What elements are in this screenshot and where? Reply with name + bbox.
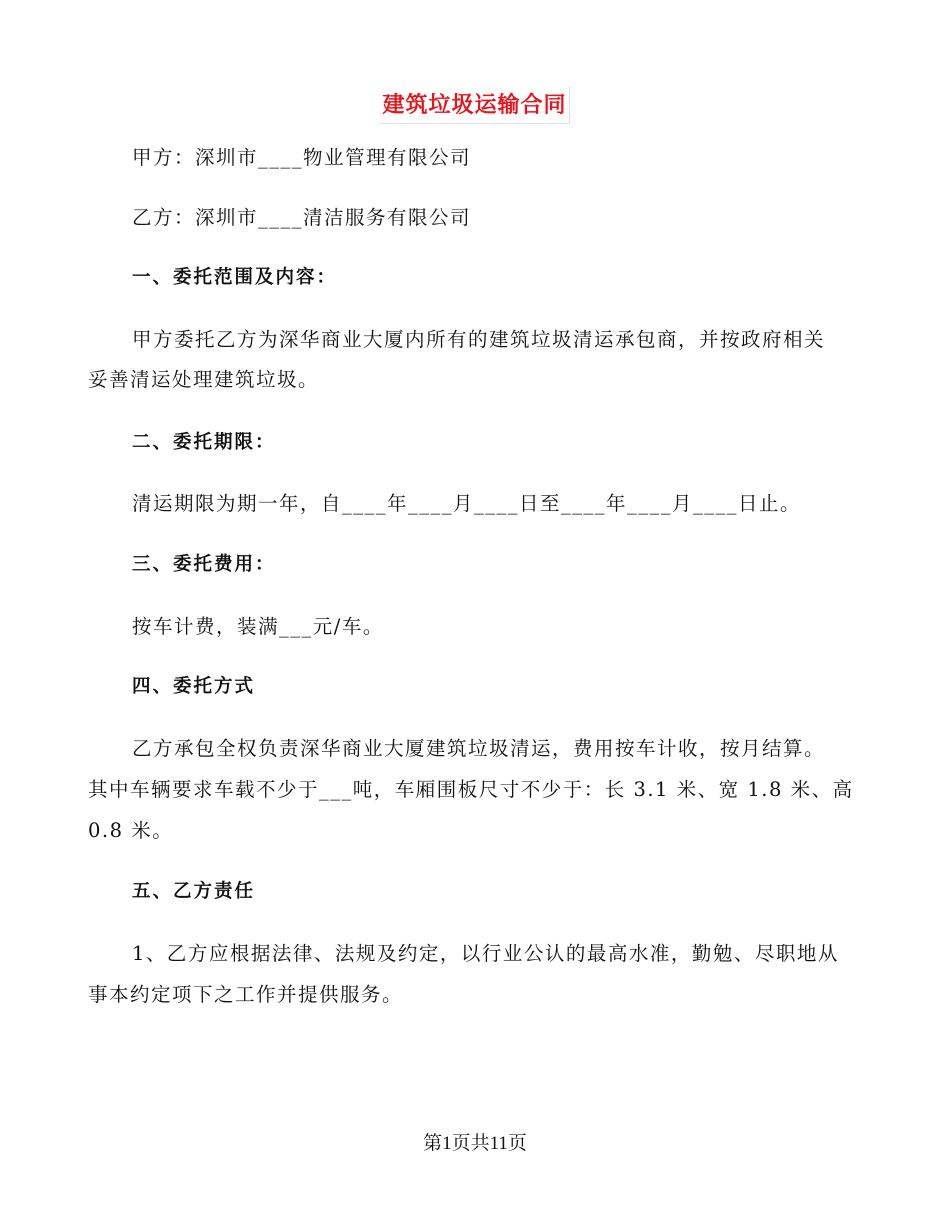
section-3-line-1: 按车计费，装满___元/车。 <box>132 615 384 638</box>
section-1-line-1: 甲方委托乙方为深华商业大厦内所有的建筑垃圾清运承包商，并按政府相关 <box>132 328 826 351</box>
section-4-heading: 四、委托方式 <box>132 676 256 697</box>
section-1-heading: 一、委托范围及内容： <box>132 267 338 288</box>
section-4-line-2: 其中车辆要求车载不少于___吨，车厢围板尺寸不少于：长 3.1 米、宽 1.8 米、高 <box>88 778 854 801</box>
section-1-line-2: 妥善清运处理建筑垃圾。 <box>88 368 320 391</box>
document-title: 建筑垃圾运输合同 <box>380 86 569 124</box>
document-title-wrap <box>0 86 950 124</box>
section-5-line-1: 1、乙方应根据法律、法规及约定，以行业公认的最高水准，勤勉、尽职地从 <box>132 942 839 965</box>
section-3-heading: 三、委托费用： <box>132 554 276 575</box>
party-b-line: 乙方：深圳市____清洁服务有限公司 <box>132 206 472 229</box>
page-footer: 第1页共11页 <box>423 1133 527 1154</box>
section-2-heading: 二、委托期限： <box>132 432 276 453</box>
section-4-line-1: 乙方承包全权负责深华商业大厦建筑垃圾清运，费用按车计收，按月结算。 <box>132 737 826 760</box>
party-a-line: 甲方：深圳市____物业管理有限公司 <box>132 146 472 169</box>
section-5-heading: 五、乙方责任 <box>132 881 256 902</box>
section-4-line-3: 0.8 米。 <box>88 819 174 842</box>
section-2-line-1: 清运期限为期一年，自____年____月____日至____年____月____日止。 <box>132 492 802 515</box>
section-5-line-2: 事本约定项下之工作并提供服务。 <box>88 983 404 1006</box>
